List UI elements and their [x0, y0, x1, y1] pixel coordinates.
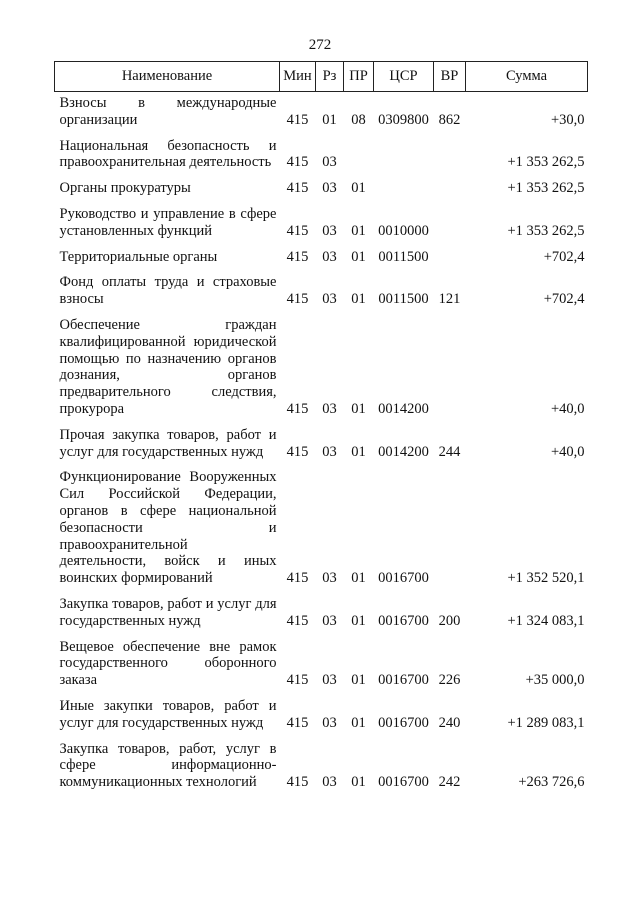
- cell-csr: 0016700: [378, 774, 429, 791]
- cell-name: [55, 133, 280, 176]
- cell-pr: 08: [351, 111, 366, 128]
- table-row: [55, 464, 588, 591]
- cell-csr: 0011500: [378, 248, 429, 265]
- cell-rz: 01: [322, 111, 337, 128]
- cell-sum: +30,0: [550, 111, 585, 128]
- cell-min: 415: [286, 774, 309, 791]
- cell-vr: [434, 464, 466, 591]
- cell-sum: +702,4: [543, 248, 585, 265]
- table-row: [55, 312, 588, 422]
- cell-sum: +1 324 083,1: [507, 612, 585, 629]
- budget-table: [54, 61, 588, 795]
- cell-min: 415: [286, 672, 309, 689]
- table-row: [55, 591, 588, 634]
- cell-pr: 01: [351, 291, 366, 308]
- cell-name: [55, 464, 280, 591]
- header-min: Мин: [280, 62, 316, 92]
- cell-csr: [374, 175, 434, 201]
- cell-csr: 0016700: [378, 570, 429, 587]
- row-name-text: Закупка товаров, работ и услуг для государственных нужд: [59, 595, 277, 629]
- row-name-text: Органы прокуратуры: [59, 180, 191, 197]
- cell-vr: 244: [438, 443, 461, 460]
- cell-min: 415: [286, 400, 309, 417]
- row-name-text: Взносы в международные организации: [59, 95, 277, 128]
- row-name-text: Прочая закупка товаров, работ и услуг для государственных нужд: [59, 426, 277, 460]
- cell-vr: 862: [438, 111, 461, 128]
- cell-pr: 01: [351, 714, 366, 731]
- cell-pr: 01: [351, 612, 366, 629]
- cell-name: [55, 92, 280, 133]
- row-name-text: Закупка товаров, работ, услуг в сфере информационно-коммуникационных технологий: [59, 740, 277, 791]
- cell-sum: +1 353 262,5: [507, 180, 585, 197]
- cell-rz: 03: [322, 443, 337, 460]
- cell-sum: +1 289 083,1: [507, 714, 585, 731]
- cell-vr: [434, 244, 466, 270]
- table-row: [55, 201, 588, 244]
- cell-vr: [434, 201, 466, 244]
- cell-sum: +1 353 262,5: [507, 154, 585, 171]
- row-name-text: Руководство и управление в сфере установленных функций: [59, 205, 277, 239]
- table-row: [55, 634, 588, 693]
- table-row: [55, 269, 588, 312]
- header-sum: Сумма: [466, 62, 588, 92]
- cell-min: 415: [286, 291, 309, 308]
- row-name-text: Территориальные органы: [59, 248, 218, 265]
- cell-min: 415: [286, 180, 309, 197]
- table-row: [55, 422, 588, 465]
- cell-min: 415: [286, 222, 309, 239]
- cell-pr: 01: [351, 672, 366, 689]
- cell-name: [55, 244, 280, 270]
- cell-vr: [434, 175, 466, 201]
- cell-rz: 03: [322, 291, 337, 308]
- cell-rz: 03: [322, 180, 337, 197]
- table-row: [55, 175, 588, 201]
- table-row: [55, 693, 588, 736]
- header-rz: Рз: [316, 62, 344, 92]
- table-row: [55, 133, 588, 176]
- cell-min: 415: [286, 612, 309, 629]
- cell-pr: 01: [351, 570, 366, 587]
- cell-rz: 03: [322, 612, 337, 629]
- header-name: Наименование: [55, 62, 280, 92]
- row-name-text: Функционирование Вооруженных Сил Российской Федерации, органов в сфере национальной безопасности и правоохранительной деятельности, войск и иных воинских формирований: [59, 469, 277, 587]
- cell-rz: 03: [322, 222, 337, 239]
- cell-rz: 03: [322, 672, 337, 689]
- cell-vr: [434, 312, 466, 422]
- cell-name: [55, 591, 280, 634]
- cell-pr: 01: [351, 248, 366, 265]
- cell-vr: 240: [438, 714, 461, 731]
- cell-csr: [374, 133, 434, 176]
- row-name-text: Фонд оплаты труда и страховые взносы: [59, 274, 277, 308]
- cell-name: [55, 634, 280, 693]
- table-row: [55, 92, 588, 133]
- row-name-text: Национальная безопасность и правоохранительная деятельность: [59, 137, 277, 171]
- cell-csr: 0016700: [378, 714, 429, 731]
- cell-rz: 03: [322, 714, 337, 731]
- cell-pr: 01: [351, 400, 366, 417]
- cell-pr: 01: [351, 222, 366, 239]
- cell-vr: [434, 133, 466, 176]
- table-row: [55, 736, 588, 795]
- cell-sum: +1 353 262,5: [507, 222, 585, 239]
- cell-pr: 01: [351, 774, 366, 791]
- row-name-text: Иные закупки товаров, работ и услуг для государственных нужд: [59, 697, 277, 731]
- cell-name: [55, 312, 280, 422]
- cell-rz: 03: [322, 400, 337, 417]
- cell-sum: +263 726,6: [518, 774, 585, 791]
- cell-sum: +40,0: [550, 400, 585, 417]
- cell-csr: 0016700: [378, 612, 429, 629]
- cell-name: [55, 175, 280, 201]
- cell-sum: +35 000,0: [525, 672, 585, 689]
- cell-min: 415: [286, 154, 309, 171]
- cell-name: [55, 269, 280, 312]
- header-csr: ЦСР: [374, 62, 434, 92]
- cell-vr: 226: [438, 672, 461, 689]
- cell-name: [55, 422, 280, 465]
- cell-name: [55, 736, 280, 795]
- row-name-text: Обеспечение граждан квалифицированной юридической помощью по назначению органов дознания, органов предварительного следствия, прокурора: [59, 316, 277, 417]
- table-row: [55, 244, 588, 270]
- cell-min: 415: [286, 111, 309, 128]
- cell-name: [55, 201, 280, 244]
- cell-csr: 0014200: [378, 443, 429, 460]
- header-pr: ПР: [344, 62, 374, 92]
- cell-pr: 01: [351, 443, 366, 460]
- page-number: 272: [308, 37, 332, 53]
- cell-csr: 0010000: [378, 222, 429, 239]
- cell-name: [55, 693, 280, 736]
- cell-csr: 0309800: [378, 111, 429, 128]
- cell-csr: 0016700: [378, 672, 429, 689]
- cell-sum: +702,4: [543, 291, 585, 308]
- cell-min: 415: [286, 443, 309, 460]
- cell-pr: [344, 133, 374, 176]
- cell-sum: +40,0: [550, 443, 585, 460]
- cell-vr: 121: [438, 291, 461, 308]
- cell-pr: 01: [351, 180, 366, 197]
- cell-rz: 03: [322, 570, 337, 587]
- cell-vr: 242: [438, 774, 461, 791]
- row-name-text: Вещевое обеспечение вне рамок государственного оборонного заказа: [59, 638, 277, 689]
- cell-vr: 200: [438, 612, 461, 629]
- table-header-row: [55, 62, 588, 92]
- cell-min: 415: [286, 248, 309, 265]
- cell-csr: 0011500: [378, 291, 429, 308]
- cell-rz: 03: [322, 154, 337, 171]
- cell-min: 415: [286, 570, 309, 587]
- cell-rz: 03: [322, 774, 337, 791]
- header-vr: ВР: [434, 62, 466, 92]
- cell-sum: +1 352 520,1: [507, 570, 585, 587]
- cell-min: 415: [286, 714, 309, 731]
- cell-csr: 0014200: [378, 400, 429, 417]
- cell-rz: 03: [322, 248, 337, 265]
